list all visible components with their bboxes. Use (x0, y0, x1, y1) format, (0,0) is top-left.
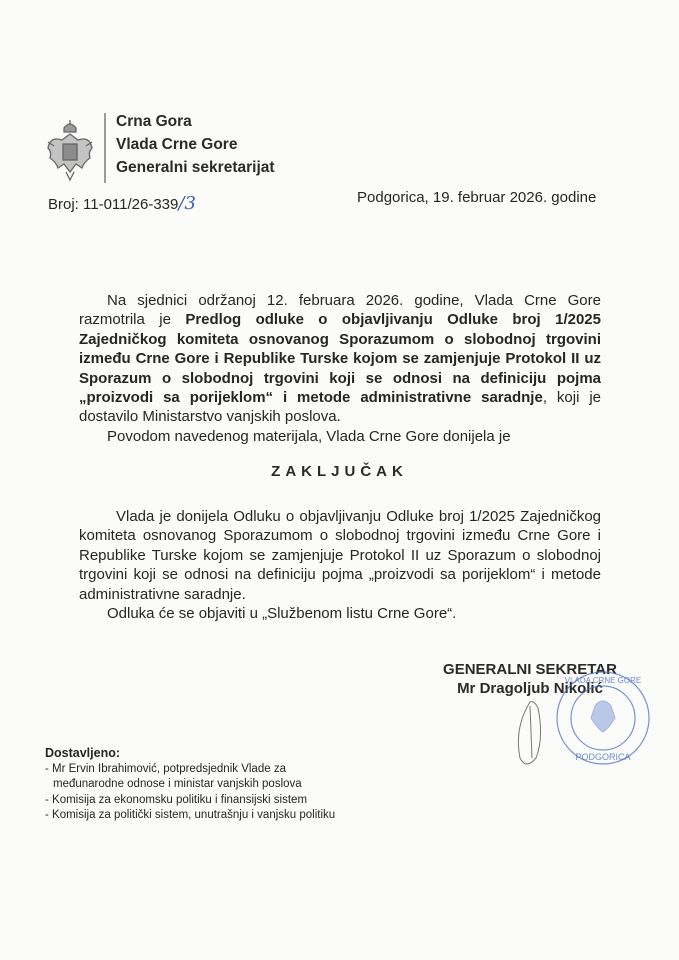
svg-text:PODGORICA: PODGORICA (575, 752, 631, 762)
intro-paragraph (79, 291, 601, 427)
reference-number (48, 193, 196, 214)
intro-section (79, 291, 601, 446)
intro-paragraph-2: Povodom navedenog materijala, Vlada Crne Gore donijela je (107, 427, 511, 445)
intro-material-title: Predlog odluke o objavljivanju Odluke broj 1/2025 Zajedničkog komiteta osnovanog Sporazumom o slobodnoj trgovini između Crne Gore i Republike Turske kojom se zamjenjuje Protokol II uz Sporazum o slobodnoj trgovini koji se odnosi na definiciju pojma „proizvodi sa porijeklom“ i metode administrativne saradnje (79, 311, 601, 407)
place-date: Podgorica, 19. februar 2026. godine (357, 189, 597, 206)
intro-text-end: , koji je dostavilo Ministarstvo vanjskih poslova. (79, 389, 602, 426)
org-header (116, 110, 275, 179)
reference-label: Broj: 11-011/26-339 (48, 196, 179, 213)
handwritten-suffix: /3 (178, 193, 196, 214)
distribution-item: - Komisija za politički sistem, unutrašnju i vanjsku politiku (45, 809, 336, 821)
conclusion-paragraph-2: Odluka će se objaviti u „Službenom listu Crne Gore“. (107, 605, 457, 623)
distribution-item-continuation: međunarodne odnose i ministar vanjskih poslova (53, 778, 302, 790)
distribution-list (45, 746, 335, 824)
svg-text:VLADA CRNE GORE: VLADA CRNE GORE (564, 676, 642, 685)
distribution-title: Dostavljeno: (45, 746, 121, 760)
distribution-item: - Mr Ervin Ibrahimović, potpredsjednik Vlade za (45, 762, 286, 775)
conclusion-section (79, 507, 601, 623)
org-line-country: Crna Gora (116, 113, 192, 130)
official-stamp-icon (555, 670, 651, 766)
coat-of-arms-icon (44, 118, 96, 188)
signatory-name: Mr Dragoljub Nikolić (457, 680, 603, 697)
org-line-secretariat: Generalni sekretarijat (116, 159, 275, 176)
conclusion-paragraph: Vlada je donijela Odluku o objavljivanju Odluke broj 1/2025 Zajedničkog komiteta osnovanog Sporazumom o slobodnoj trgovini između Crne Gore i Republike Turske kojom se zamjenjuje Protokol II uz Sporazum o slobodnoj trgovini koji se odnosi na definiciju pojma „proizvodi sa porijeklom“ i metode administrativne saradnje. (79, 508, 601, 603)
conclusion-heading: ZAKLJUČAK (271, 463, 408, 480)
org-line-government: Vlada Crne Gore (116, 136, 238, 153)
distribution-item: - Komisija za ekonomsku politiku i finansijski sistem (45, 793, 308, 806)
intro-text-start: Na sjednici održanoj 12. februara 2026. godine, Vlada Crne Gore razmotrila je (79, 292, 601, 329)
handwritten-signature-icon (510, 698, 560, 772)
signatory-title: GENERALNI SEKRETAR (443, 661, 617, 678)
header-divider (104, 113, 106, 183)
